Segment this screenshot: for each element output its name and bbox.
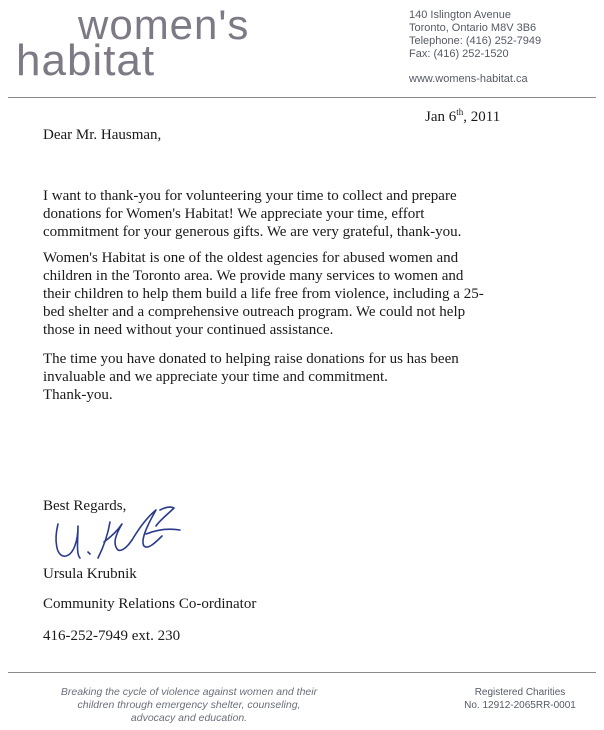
address-fax: Fax: (416) 252-1520 bbox=[409, 48, 509, 60]
paragraph-line: Thank-you. bbox=[43, 387, 113, 403]
date-ordinal: th bbox=[456, 107, 464, 117]
salutation: Dear Mr. Hausman, bbox=[43, 127, 162, 143]
address-telephone: Telephone: (416) 252-7949 bbox=[409, 35, 542, 47]
closing-regards: Best Regards, bbox=[43, 498, 127, 514]
letter-date bbox=[425, 107, 500, 126]
signer-title: Community Relations Co-ordinator bbox=[43, 596, 257, 612]
website-link[interactable]: www.womens-habitat.ca bbox=[409, 73, 528, 85]
address-city: Toronto, Ontario M8V 3B6 bbox=[409, 22, 537, 34]
paragraph-thanks bbox=[43, 187, 563, 241]
paragraph-line: children in the Toronto area. We provide many services to women and bbox=[43, 268, 464, 284]
paragraph-line: Women's Habitat is one of the oldest agencies for abused women and bbox=[43, 250, 459, 266]
paragraph-line: donations for Women's Habitat! We appreciate your time, effort bbox=[43, 206, 425, 222]
paragraph-line: bed shelter and a comprehensive outreach program. We could not help bbox=[43, 304, 466, 320]
registration-label: Registered Charities bbox=[474, 687, 566, 698]
charity-registration bbox=[445, 686, 595, 712]
paragraph-closing bbox=[43, 350, 563, 404]
tagline-line: children through emergency shelter, counseling, bbox=[77, 699, 301, 711]
paragraph-line: their children to help them build a life free from violence, including a 25- bbox=[43, 286, 484, 302]
paragraph-line: I want to thank-you for volunteering your time to collect and prepare bbox=[43, 188, 457, 204]
header-divider bbox=[8, 97, 596, 98]
logo-word-habitat: habitat bbox=[16, 36, 156, 85]
paragraph-line: those in need without your continued assistance. bbox=[43, 322, 334, 338]
paragraph-line: commitment for your generous gifts. We are very grateful, thank-you. bbox=[43, 224, 462, 240]
paragraph-about bbox=[43, 249, 563, 339]
logo-word-womens: women's bbox=[78, 1, 250, 48]
registration-number: No. 12912-2065RR-0001 bbox=[464, 700, 576, 711]
signer-name: Ursula Krubnik bbox=[43, 566, 137, 582]
tagline-line: advocacy and education. bbox=[130, 712, 248, 724]
paragraph-line: invaluable and we appreciate your time and commitment. bbox=[43, 369, 388, 385]
handwritten-signature bbox=[52, 500, 192, 570]
paragraph-line: The time you have donated to helping raise donations for us has been bbox=[43, 351, 459, 367]
date-year: , 2011 bbox=[463, 109, 501, 125]
date-day: Jan 6 bbox=[425, 109, 457, 125]
organization-address bbox=[409, 9, 541, 61]
signer-phone: 416-252-7949 ext. 230 bbox=[43, 628, 181, 644]
footer-divider bbox=[8, 672, 596, 673]
tagline-line: Breaking the cycle of violence against women and their bbox=[60, 686, 318, 698]
address-street: 140 Islington Avenue bbox=[409, 9, 511, 21]
footer-tagline bbox=[0, 686, 378, 725]
